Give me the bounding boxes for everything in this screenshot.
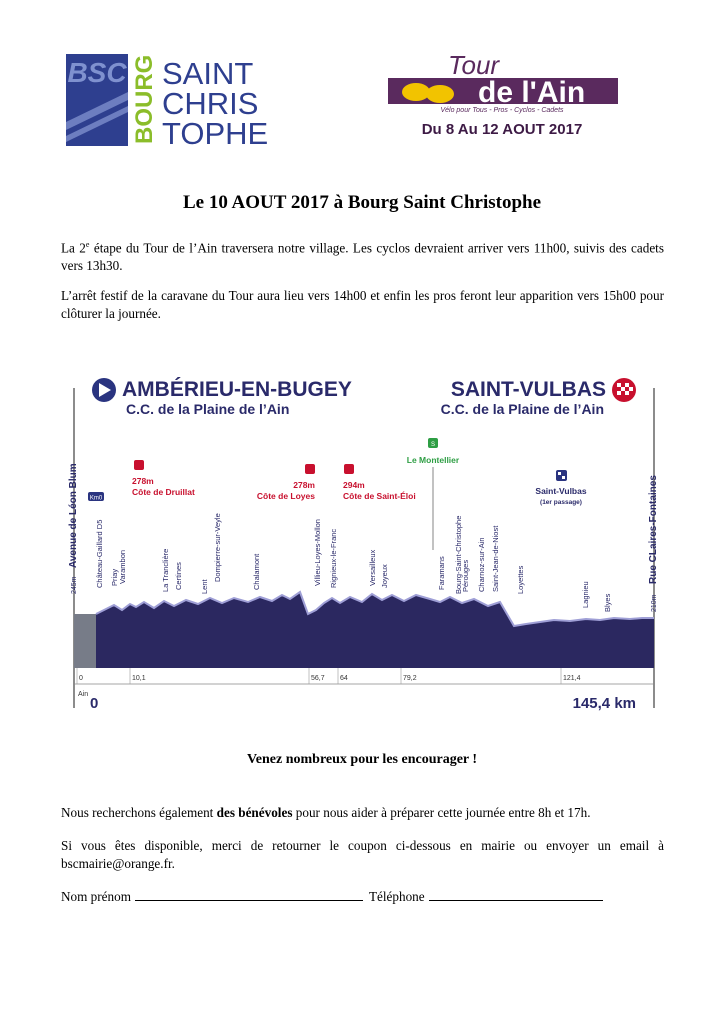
km-marks bbox=[77, 668, 581, 684]
tour-tagline: Vélo pour Tous - Pros - Cyclos - Cadets bbox=[440, 107, 564, 114]
town-label: Versailleux bbox=[368, 549, 377, 586]
town-label: Loyettes bbox=[516, 565, 525, 594]
km-mark: 10,1 bbox=[132, 675, 146, 682]
name-blank[interactable] bbox=[135, 888, 363, 901]
start-alt: 245m bbox=[71, 576, 78, 594]
town-label: Pérouges bbox=[461, 559, 470, 592]
town-label: Lent bbox=[200, 579, 209, 594]
climb-marker-druillat bbox=[132, 460, 195, 497]
bsc-line-3: TOPHE bbox=[162, 116, 269, 151]
call-to-action: Venez nombreux pour les encourager ! bbox=[246, 752, 478, 767]
tour-word: Tour bbox=[448, 50, 500, 80]
town-label: Saint-Jean-de-Niost bbox=[491, 525, 500, 592]
finish-flag-icon bbox=[612, 378, 636, 402]
zero-km: 0 bbox=[90, 695, 99, 712]
bourg-saint-christophe-logo bbox=[66, 52, 269, 151]
km-mark: 56,7 bbox=[311, 675, 325, 682]
name-label: Nom prénom bbox=[61, 889, 131, 904]
bsc-vertical-word: BOURG bbox=[131, 54, 158, 144]
caravan-paragraph: L’arrêt festif de la caravane du Tour aura lieu vers 14h00 et enfin les pros feront leur apparition vers 15h00 pour clôturer la journée. bbox=[61, 288, 664, 321]
volunteers-bold: des bénévoles bbox=[216, 805, 293, 820]
intro-part-a: La 2 bbox=[61, 240, 86, 256]
finish-name: SAINT-VULBAS bbox=[450, 378, 606, 401]
volunteers-paragraph bbox=[61, 804, 664, 822]
km-mark: 0 bbox=[79, 675, 83, 682]
town-label: Rignieux-le-Franc bbox=[329, 528, 338, 588]
passage-marker bbox=[535, 470, 586, 506]
passage-note: (1er passage) bbox=[540, 499, 582, 506]
intro-paragraph bbox=[61, 236, 664, 275]
intro-part-b: étape du Tour de l’Ain traversera notre village. Les cyclos devraient arriver vers 11h00, suivis des cadets vers 13h30. bbox=[61, 240, 664, 274]
town-label: Varambon bbox=[118, 549, 127, 584]
town-label: Bourg-Saint-Christophe bbox=[454, 515, 463, 594]
town-label: Blyes bbox=[603, 593, 612, 612]
town-label: Villieu-Loyes-Mollon bbox=[313, 519, 322, 586]
intro-superscript: e bbox=[85, 240, 90, 249]
town-label: Lagnieu bbox=[581, 581, 590, 608]
climb-1-name: Côte de Druillat bbox=[132, 487, 195, 497]
climb-2-alt: 278m bbox=[293, 480, 315, 490]
climb-3-name: Côte de Saint-Éloi bbox=[343, 491, 416, 501]
km-mark: 79,2 bbox=[403, 675, 417, 682]
volunteers-part-c: pour nous aider à préparer cette journée entre 8h et 17h. bbox=[292, 805, 591, 820]
town-label: Charnoz-sur-Ain bbox=[477, 537, 486, 592]
town-label: Priay bbox=[110, 568, 119, 586]
tour-de-l-ain-logo bbox=[378, 50, 626, 140]
climb-1-alt: 278m bbox=[132, 476, 154, 486]
start-sub: C.C. de la Plaine de l’Ain bbox=[126, 401, 290, 417]
passage-name: Saint-Vulbas bbox=[535, 486, 587, 496]
contact-paragraph: Si vous êtes disponible, merci de retourner le coupon ci-dessous en mairie ou envoyer un email à bscmairie@orange.fr. bbox=[61, 838, 664, 871]
town-label: Faramans bbox=[437, 556, 446, 590]
start-road: Avenue de Léon Blum bbox=[68, 463, 79, 568]
ain-label: Ain bbox=[78, 691, 89, 698]
town-label: Chalamont bbox=[252, 553, 261, 590]
town-label: Certines bbox=[174, 562, 183, 590]
end-road: Rue CLaires-Fontaines bbox=[648, 475, 659, 584]
stage-profile bbox=[70, 372, 658, 712]
climb-2-name: Côte de Loyes bbox=[256, 491, 315, 501]
start-name: AMBÉRIEU-EN-BUGEY bbox=[122, 378, 352, 401]
finish-sub: C.C. de la Plaine de l’Ain bbox=[440, 401, 604, 417]
start-block bbox=[74, 614, 96, 668]
volunteers-part-a: Nous recherchons également bbox=[61, 805, 217, 820]
town-labels bbox=[95, 513, 612, 612]
total-distance: 145,4 km bbox=[572, 695, 636, 712]
climb-3-alt: 294m bbox=[343, 480, 365, 490]
phone-blank[interactable] bbox=[429, 888, 603, 901]
sprint-name: Le Montellier bbox=[406, 455, 460, 465]
km-mark: 121,4 bbox=[563, 675, 581, 682]
de-l-ain-word: de l'Ain bbox=[478, 76, 586, 109]
km0-label: Km0 bbox=[89, 495, 103, 502]
town-label: Château-Gaillard D5 bbox=[95, 519, 104, 588]
bsc-line-2: CHRIS bbox=[162, 86, 259, 121]
phone-label: Téléphone bbox=[368, 889, 425, 904]
town-label: La Tranclière bbox=[161, 548, 170, 592]
town-label: Dompierre-sur-Veyle bbox=[213, 513, 222, 582]
climb-marker-saint-eloi bbox=[343, 464, 416, 501]
bsc-line-1: SAINT bbox=[162, 56, 254, 91]
sprint-icon-label: S bbox=[430, 442, 436, 448]
tour-dates: Du 8 Au 12 AOUT 2017 bbox=[421, 121, 583, 138]
km-mark: 64 bbox=[340, 675, 348, 682]
end-alt: 210m bbox=[651, 594, 658, 612]
coupon-line bbox=[61, 888, 603, 905]
bsc-monogram: BSC bbox=[67, 57, 127, 88]
page-title: Le 10 AOUT 2017 à Bourg Saint Christophe bbox=[182, 192, 542, 213]
climb-marker-loyes bbox=[257, 464, 316, 501]
town-label: Joyeux bbox=[380, 564, 389, 588]
